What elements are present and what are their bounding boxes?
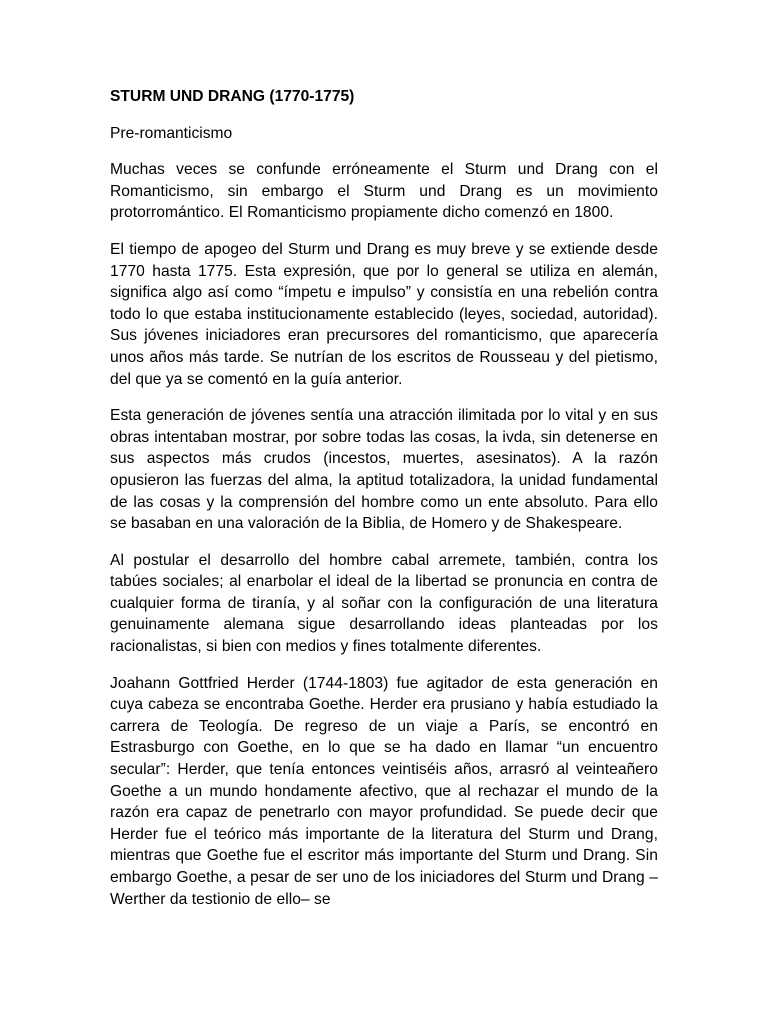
paragraph-3: Esta generación de jóvenes sentía una atracción ilimitada por lo vital y en sus obras intentaban mostrar, por sobre todas las cosas, la ivda, sin detenerse en sus aspectos más crudos (incestos, muertes, asesinatos). A la razón opusieron las fuerzas del alma, la aptitud totalizadora, la unidad fundamental de las cosas y la comprensión del hombre como un ente absoluto. Para ello se basaban en una valoración de la Biblia, de Homero y de Shakespeare. bbox=[110, 407, 658, 533]
document-subtitle: Pre-romanticismo bbox=[110, 124, 233, 142]
document-title: STURM UND DRANG (1770-1775) bbox=[110, 88, 355, 105]
paragraph-5: Joahann Gottfried Herder (1744-1803) fue agitador de esta generación en cuya cabeza se encontraba Goethe. Herder era prusiano y había estudiado la carrera de Teología. De regreso de un viaje a París, se encontró en Estrasburgo con Goethe, en lo que se ha dado en llamar “un encuentro secular”: Herder, que tenía entonces veintiséis años, arrasró al veinteañero Goethe a un mundo hondamente afectivo, que al rechazar el mundo de la razón era capaz de penetrarlo con mayor profundidad. Se puede decir que Herder fue el teórico más importante de la literatura del Sturm und Drang, mientras que Goethe fue el escritor más importante del Sturm und Drang. Sin embargo Goethe, a pesar de ser uno de los iniciadores del Sturm und Drang –Werther da testionio de ello– se bbox=[110, 674, 658, 908]
document-page bbox=[110, 86, 658, 910]
paragraph-4: Al postular el desarrollo del hombre cabal arremete, también, contra los tabúes sociales; al enarbolar el ideal de la libertad se pronuncia en contra de cualquier forma de tiranía, y al soñar con la configuración de una literatura genuinamente alemana sigue desarrollando ideas planteadas por los racionalistas, si bien con medios y fines totalmente diferentes. bbox=[110, 551, 658, 656]
paragraph-2: El tiempo de apogeo del Sturm und Drang es muy breve y se extiende desde 1770 hasta 1775. Esta expresión, que por lo general se utiliza en alemán, significa algo así como “ímpetu e impulso” y consistía en una rebelión contra todo lo que estaba institucionamente establecido (leyes, sociedad, autoridad). Sus jóvenes iniciadores eran precursores del romanticismo, que aparecería unos años más tarde. Se nutrían de los escritos de Rousseau y del pietismo, del que ya se comentó en la guía anterior. bbox=[110, 240, 658, 388]
paragraph-1: Muchas veces se confunde erróneamente el Sturm und Drang con el Romanticismo, sin embargo el Sturm und Drang es un movimiento protorromántico. El Romanticismo propiamente dicho comenzó en 1800. bbox=[110, 161, 658, 222]
